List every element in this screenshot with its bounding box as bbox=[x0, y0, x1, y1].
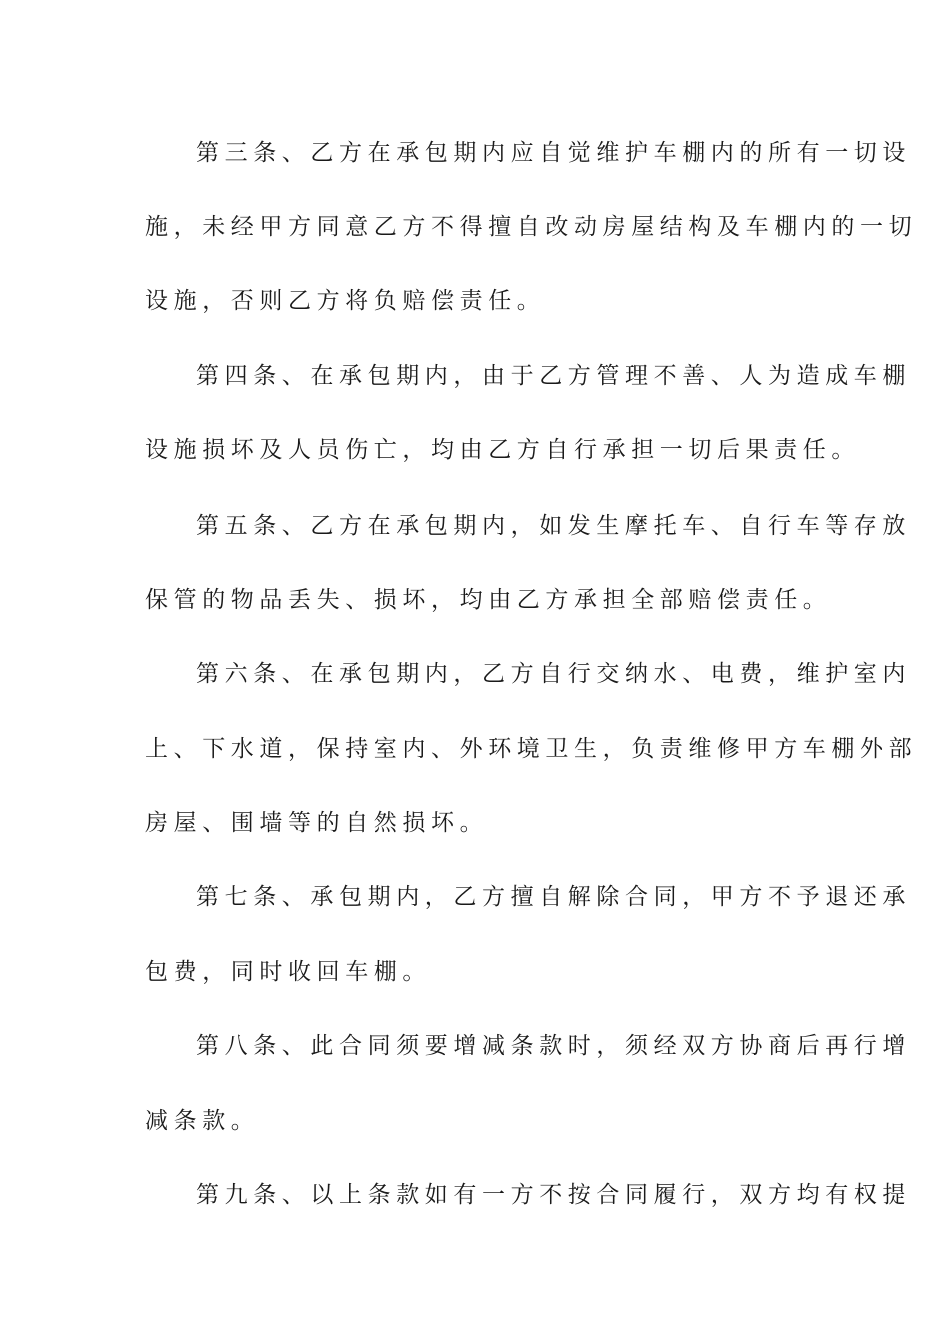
article-6-line-2: 上、下水道，保持室内、外环境卫生，负责维修甲方车棚外部 bbox=[145, 736, 918, 762]
article-3-line-1: 第三条、乙方在承包期内应自觉维护车棚内的所有一切设 bbox=[196, 140, 911, 166]
article-5-line-1: 第五条、乙方在承包期内，如发生摩托车、自行车等存放 bbox=[196, 513, 911, 539]
article-4-line-1: 第四条、在承包期内，由于乙方管理不善、人为造成车棚 bbox=[196, 363, 911, 389]
article-7-line-2: 包费，同时收回车棚。 bbox=[145, 959, 431, 985]
article-3-line-2: 施，未经甲方同意乙方不得擅自改动房屋结构及车棚内的一切 bbox=[145, 214, 918, 240]
article-5-line-2: 保管的物品丢失、损坏，均由乙方承担全部赔偿责任。 bbox=[145, 587, 832, 613]
article-6-line-1: 第六条、在承包期内，乙方自行交纳水、电费，维护室内 bbox=[196, 661, 911, 687]
article-7-line-1: 第七条、承包期内，乙方擅自解除合同，甲方不予退还承 bbox=[196, 884, 911, 910]
article-6-line-3: 房屋、围墙等的自然损坏。 bbox=[145, 810, 489, 836]
article-9-line-1: 第九条、以上条款如有一方不按合同履行，双方均有权提 bbox=[196, 1182, 911, 1208]
article-8-line-1: 第八条、此合同须要增减条款时，须经双方协商后再行增 bbox=[196, 1033, 911, 1059]
article-4-line-2: 设施损坏及人员伤亡，均由乙方自行承担一切后果责任。 bbox=[145, 437, 860, 463]
article-3-line-3: 设施，否则乙方将负赔偿责任。 bbox=[145, 288, 546, 314]
article-8-line-2: 减条款。 bbox=[145, 1108, 260, 1134]
